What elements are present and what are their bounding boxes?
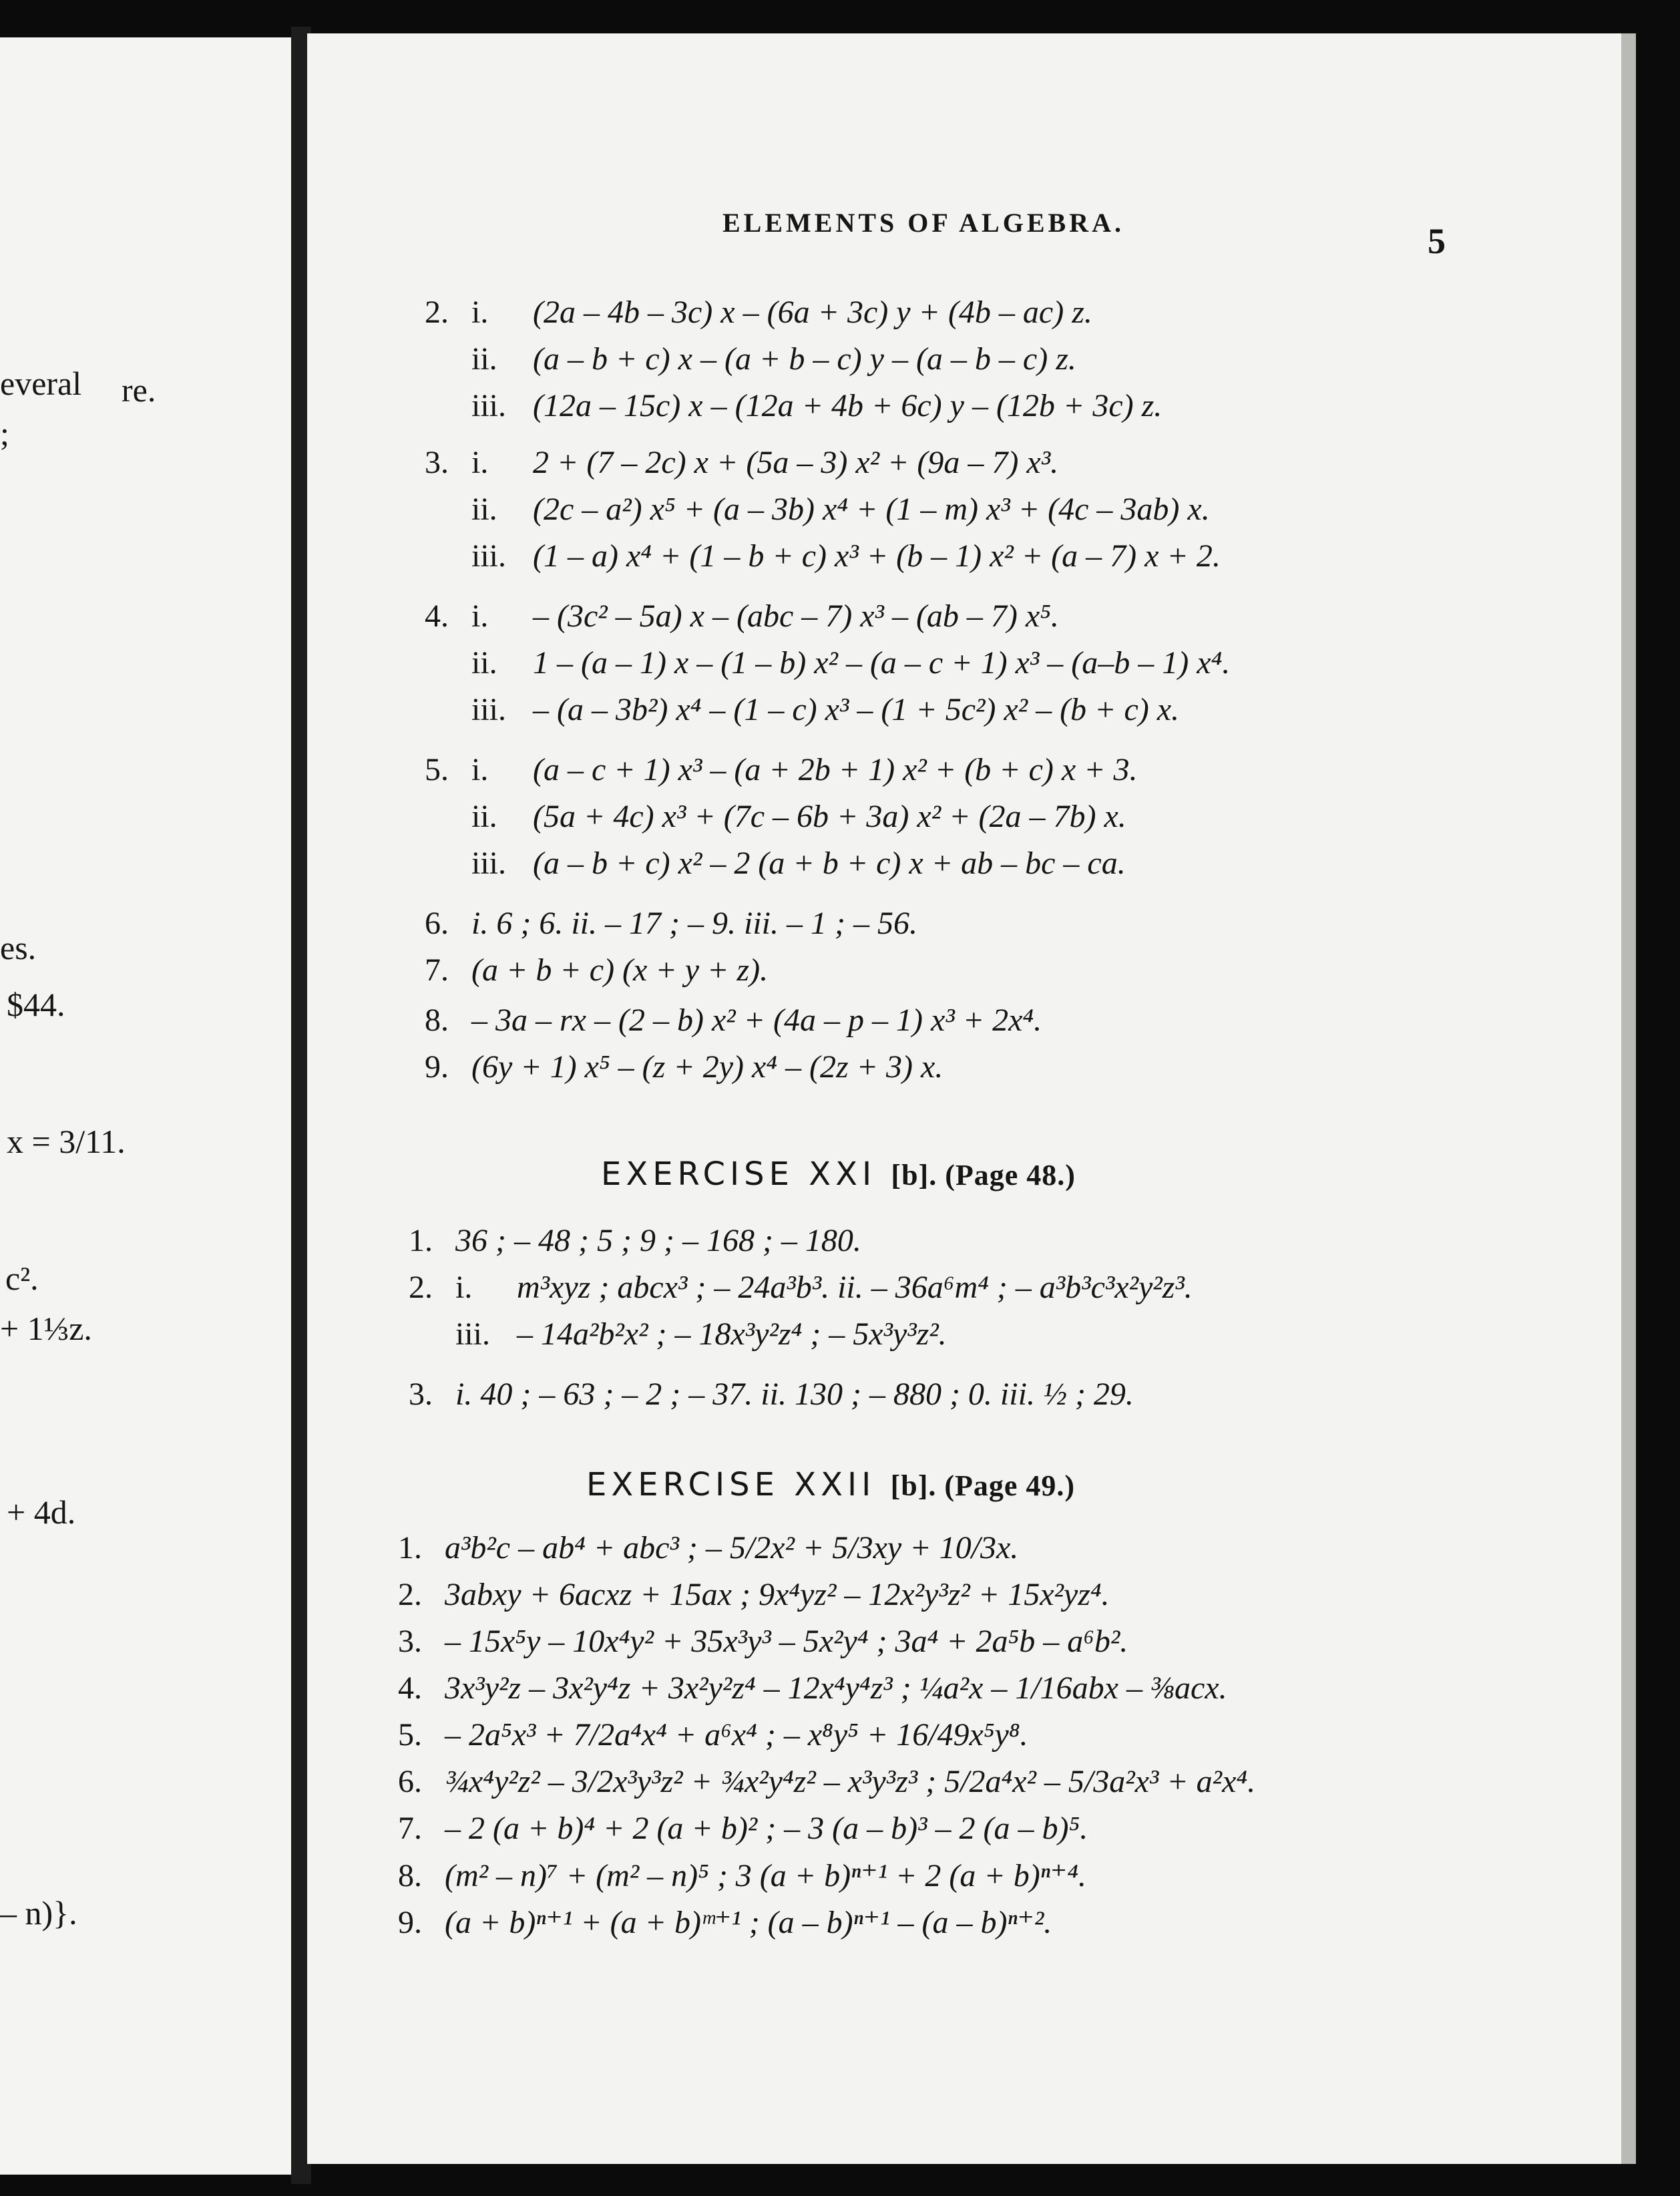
answer-subpart: i.: [471, 598, 489, 634]
left-page-fragment: – n)}.: [0, 1894, 77, 1932]
answer-number: 2.: [398, 1577, 422, 1612]
answer-line: [425, 1049, 943, 1085]
answer-expression: (a – c + 1) x³ – (a + 2b + 1) x² + (b + c) x + 3.: [533, 752, 1138, 787]
answer-line: [425, 845, 1126, 882]
answer-line: [425, 691, 1179, 728]
answer-line: [398, 1529, 1018, 1566]
answer-expression: (1 – a) x⁴ + (1 – b + c) x³ + (b – 1) x² + (a – 7) x + 2.: [533, 538, 1221, 574]
exercise-xxi-heading: [601, 1155, 1076, 1193]
answer-subpart: i.: [455, 1270, 473, 1305]
answer-expression: 36 ; – 48 ; 5 ; 9 ; – 168 ; – 180.: [455, 1223, 861, 1258]
exercise-xxii-title: EXERCISE XXII: [586, 1466, 876, 1503]
answer-subpart: i.: [471, 445, 489, 480]
answer-number: 3.: [425, 445, 449, 480]
answer-line: [425, 798, 1126, 835]
answer-subpart: i.: [471, 752, 489, 787]
answer-expression: 2 + (7 – 2c) x + (5a – 3) x² + (9a – 7) x³.: [533, 445, 1059, 480]
answer-expression: – 15x⁵y – 10x⁴y² + 35x³y³ – 5x²y⁴ ; 3a⁴ + 2a⁵b – a⁶b².: [445, 1624, 1128, 1659]
answer-expression: – 2 (a + b)⁴ + 2 (a + b)² ; – 3 (a – b)³ – 2 (a – b)⁵.: [445, 1811, 1088, 1846]
answer-line: [409, 1269, 1193, 1306]
left-page: [0, 37, 298, 2175]
answer-expression: m³xyz ; abcx³ ; – 24a³b³. ii. – 36a⁶m⁴ ; – a³b³c³x²y²z³.: [517, 1270, 1193, 1305]
answer-line: [398, 1763, 1255, 1800]
left-page-fragment: c².: [5, 1260, 39, 1297]
left-page-fragment: re.: [122, 371, 156, 409]
answer-subpart: iii.: [471, 538, 507, 574]
answer-number: 4.: [398, 1670, 422, 1706]
answer-expression: (5a + 4c) x³ + (7c – 6b + 3a) x² + (2a – 7b) x.: [533, 799, 1126, 834]
answer-line: [398, 1716, 1028, 1753]
answer-expression: (6y + 1) x⁵ – (z + 2y) x⁴ – (2z + 3) x.: [471, 1049, 943, 1085]
answer-expression: – 3a – rx – (2 – b) x² + (4a – p – 1) x³ + 2x⁴.: [471, 1002, 1042, 1038]
left-page-fragment: x = 3/11.: [7, 1123, 126, 1160]
answer-expression: i. 6 ; 6. ii. – 17 ; – 9. iii. – 1 ; – 56.: [471, 906, 917, 941]
answer-expression: – 2a⁵x³ + 7/2a⁴x⁴ + a⁶x⁴ ; – x⁸y⁵ + 16/49x⁵y⁸.: [445, 1717, 1028, 1753]
answer-line: [425, 491, 1210, 528]
answer-expression: i. 40 ; – 63 ; – 2 ; – 37. ii. 130 ; – 880 ; 0. iii. ½ ; 29.: [455, 1377, 1134, 1412]
answer-subpart: ii.: [471, 341, 497, 377]
answer-line: [425, 751, 1138, 788]
answer-line: [425, 905, 917, 942]
answer-line: [425, 387, 1162, 424]
answer-subpart: iii.: [455, 1316, 491, 1352]
running-head: ELEMENTS OF ALGEBRA.: [722, 208, 1124, 238]
answer-line: [409, 1316, 947, 1352]
answer-line: [425, 952, 768, 988]
answer-line: [409, 1376, 1134, 1413]
answer-line: [398, 1670, 1227, 1706]
answer-number: 6.: [398, 1764, 422, 1799]
answer-expression: (12a – 15c) x – (12a + 4b + 6c) y – (12b + 3c) z.: [533, 388, 1163, 423]
answer-number: 7.: [425, 952, 449, 988]
exercise-xxii-heading: [586, 1466, 1075, 1503]
answer-expression: – (3c² – 5a) x – (abc – 7) x³ – (ab – 7) x⁵.: [533, 598, 1059, 634]
left-page-fragment: ;: [0, 415, 9, 452]
answer-line: [425, 1002, 1042, 1039]
left-page-fragment: + 1⅓z.: [0, 1310, 92, 1347]
answer-subpart: iii.: [471, 388, 507, 423]
answer-expression: 3x³y²z – 3x²y⁴z + 3x²y²z⁴ – 12x⁴y⁴z³ ; ¼a²x – 1/16abx – ⅜acx.: [445, 1670, 1227, 1706]
left-page-fragment: $44.: [7, 986, 65, 1023]
left-page-fragment: + 4d.: [7, 1493, 76, 1531]
left-page-fragment: everal: [0, 365, 82, 402]
answer-line: [425, 598, 1059, 634]
answer-line: [398, 1810, 1088, 1847]
answer-line: [409, 1222, 861, 1259]
answer-number: 5.: [425, 752, 449, 787]
answer-line: [425, 538, 1221, 574]
answer-number: 8.: [425, 1002, 449, 1038]
answer-expression: (a – b + c) x² – 2 (a + b + c) x + ab – bc – ca.: [533, 846, 1126, 881]
left-page-fragment: es.: [0, 929, 37, 966]
exercise-xxii-page-ref: [b]. (Page 49.): [890, 1469, 1076, 1502]
exercise-xxi-title: EXERCISE XXI: [601, 1155, 877, 1193]
answer-line: [425, 294, 1092, 331]
answer-number: 7.: [398, 1811, 422, 1846]
answer-line: [398, 1857, 1086, 1894]
answer-number: 1.: [398, 1530, 422, 1566]
answer-subpart: ii.: [471, 645, 497, 681]
answer-number: 5.: [398, 1717, 422, 1753]
exercise-xxi-page-ref: [b]. (Page 48.): [891, 1159, 1076, 1192]
answer-number: 2.: [425, 295, 449, 330]
answer-subpart: i.: [471, 295, 489, 330]
answer-expression: (m² – n)⁷ + (m² – n)⁵ ; 3 (a + b)ⁿ⁺¹ + 2 (a + b)ⁿ⁺⁴.: [445, 1858, 1086, 1893]
answer-line: [425, 444, 1058, 481]
answer-number: 6.: [425, 906, 449, 941]
answer-number: 8.: [398, 1858, 422, 1893]
answer-number: 2.: [409, 1270, 433, 1305]
answer-number: 3.: [398, 1624, 422, 1659]
page-number: 5: [1428, 221, 1446, 261]
answer-line: [425, 645, 1230, 681]
answer-expression: ¾x⁴y²z² – 3/2x³y³z² + ¾x²y⁴z² – x³y³z³ ; 5/2a⁴x² – 5/3a²x³ + a²x⁴.: [445, 1764, 1256, 1799]
answer-number: 1.: [409, 1223, 433, 1258]
answer-expression: a³b²c – ab⁴ + abc³ ; – 5/2x² + 5/3xy + 10/3x.: [445, 1530, 1019, 1566]
answer-line: [425, 341, 1076, 377]
answer-number: 3.: [409, 1377, 433, 1412]
answer-expression: – 14a²b²x² ; – 18x³y²z⁴ ; – 5x³y³z².: [517, 1316, 947, 1352]
answer-subpart: iii.: [471, 692, 507, 727]
answer-expression: (a – b + c) x – (a + b – c) y – (a – b – c) z.: [533, 341, 1076, 377]
answer-expression: (a + b + c) (x + y + z).: [471, 952, 769, 988]
answer-expression: (2c – a²) x⁵ + (a – 3b) x⁴ + (1 – m) x³ + (4c – 3ab) x.: [533, 492, 1210, 527]
answer-subpart: ii.: [471, 492, 497, 527]
answer-expression: 3abxy + 6acxz + 15ax ; 9x⁴yz² – 12x²y³z² + 15x²yz⁴.: [445, 1577, 1110, 1612]
answer-line: [398, 1903, 1052, 1941]
answer-expression: (a + b)ⁿ⁺¹ + (a + b)ᵐ⁺¹ ; (a – b)ⁿ⁺¹ – (a – b)ⁿ⁺².: [445, 1905, 1052, 1940]
answer-number: 9.: [425, 1049, 449, 1085]
answer-number: 9.: [398, 1905, 422, 1940]
answer-line: [398, 1623, 1128, 1660]
answer-subpart: iii.: [471, 846, 507, 881]
answer-expression: (2a – 4b – 3c) x – (6a + 3c) y + (4b – ac) z.: [533, 295, 1092, 330]
answer-number: 4.: [425, 598, 449, 634]
answer-line: [398, 1576, 1110, 1613]
answer-expression: – (a – 3b²) x⁴ – (1 – c) x³ – (1 + 5c²) x² – (b + c) x.: [533, 692, 1180, 727]
answer-subpart: ii.: [471, 799, 497, 834]
answer-expression: 1 – (a – 1) x – (1 – b) x² – (a – c + 1) x³ – (a–b – 1) x⁴.: [533, 645, 1231, 681]
